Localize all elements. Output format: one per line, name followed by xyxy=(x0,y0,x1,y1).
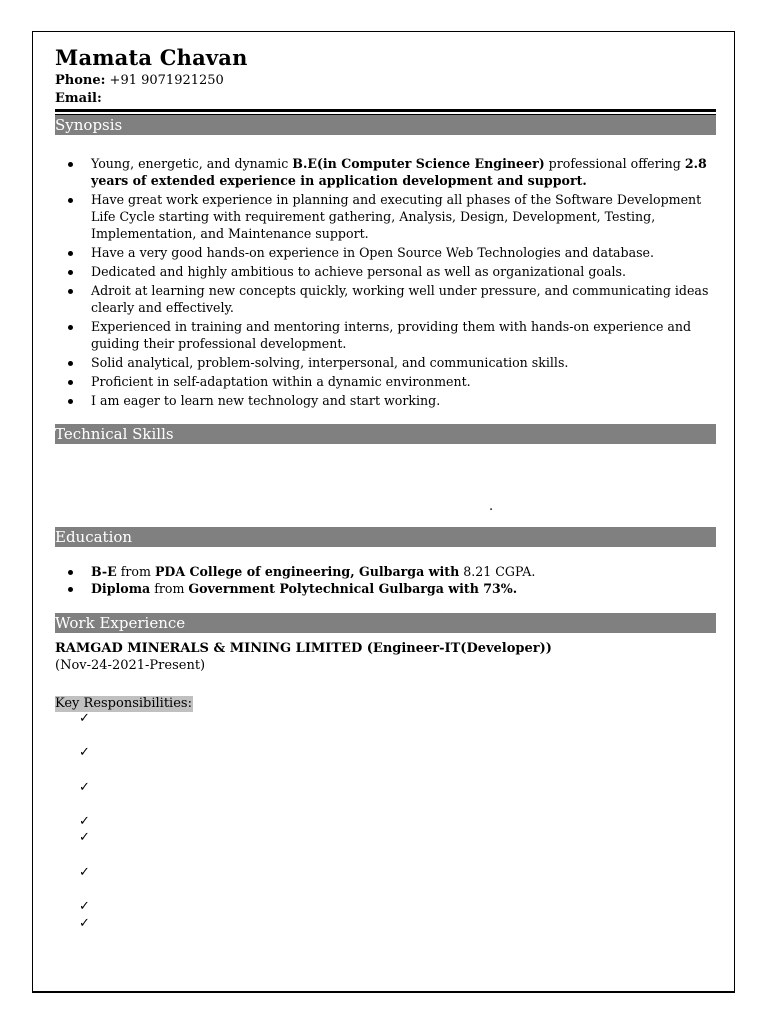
education-item-text: B-E xyxy=(91,564,117,579)
synopsis-item xyxy=(55,155,717,189)
education-item-text: PDA College of engineering, Gulbarga with xyxy=(154,564,460,579)
company-name: RAMGAD MINERALS & MINING LIMITED (Engineer-IT(Developer)) xyxy=(55,641,552,656)
bullet-icon xyxy=(68,570,73,575)
email-line xyxy=(55,90,717,108)
synopsis-item-text: 2.8 years of extended experience in application development and support. xyxy=(91,156,707,188)
synopsis-item-text: B.E(in Computer Science Engineer) xyxy=(292,156,545,171)
checkmark-icon: ✓ xyxy=(79,830,90,845)
resume-content xyxy=(55,44,717,712)
bullet-icon xyxy=(68,361,73,366)
technical-skills-stray-dot: . xyxy=(489,499,494,514)
education-item-text: from xyxy=(116,564,155,579)
education-item xyxy=(55,563,717,580)
synopsis-item xyxy=(55,354,717,371)
bullet-icon xyxy=(68,325,73,330)
header-rule-thick xyxy=(55,109,716,112)
education-list xyxy=(55,563,717,597)
synopsis-item-text: Young, energetic, and dynamic xyxy=(91,156,293,171)
key-responsibilities-label: Key Responsibilities: xyxy=(55,696,192,711)
bullet-icon xyxy=(68,270,73,275)
checkmark-icon: ✓ xyxy=(79,865,90,880)
synopsis-item-text: Experienced in training and mentoring interns, providing them with hands-on experience and guiding their professional development. xyxy=(91,319,692,351)
synopsis-item xyxy=(55,282,717,316)
section-header-education: Education xyxy=(55,527,716,547)
section-header-work-experience: Work Experience xyxy=(55,613,716,633)
phone-value: +91 9071921250 xyxy=(105,73,224,88)
education-item-text: Diploma xyxy=(91,581,151,596)
bullet-icon xyxy=(68,162,73,167)
synopsis-item xyxy=(55,191,717,242)
synopsis-item xyxy=(55,373,717,390)
email-label: Email: xyxy=(55,91,102,106)
synopsis-item-text: Proficient in self-adaptation within a dynamic environment. xyxy=(91,374,471,389)
bullet-icon xyxy=(68,289,73,294)
candidate-name: Mamata Chavan xyxy=(55,45,248,70)
checkmark-icon: ✓ xyxy=(79,814,90,829)
phone-line xyxy=(55,72,717,90)
synopsis-item-text: Solid analytical, problem-solving, interpersonal, and communication skills. xyxy=(91,355,569,370)
synopsis-item xyxy=(55,318,717,352)
checkmark-icon: ✓ xyxy=(79,916,90,931)
checkmark-icon: ✓ xyxy=(79,780,90,795)
education-item-text: from xyxy=(150,581,189,596)
employment-dates: (Nov-24-2021-Present) xyxy=(55,658,206,673)
synopsis-item-text: I am eager to learn new technology and start working. xyxy=(91,393,441,408)
synopsis-list xyxy=(55,155,717,409)
synopsis-item-text: Adroit at learning new concepts quickly, working well under pressure, and communicating ideas clearly and effectively. xyxy=(91,283,709,315)
synopsis-item xyxy=(55,392,717,409)
education-item-text: Government Polytechnical Gulbarga with 73%. xyxy=(188,581,518,596)
checkmark-icon: ✓ xyxy=(79,745,90,760)
synopsis-item-text: Have great work experience in planning and executing all phases of the Software Development Life Cycle starting with requirement gathering, Analysis, Design, Development, Testing, Implementation, and Maintenance support. xyxy=(91,192,702,241)
phone-label: Phone: xyxy=(55,73,106,88)
checkmark-icon: ✓ xyxy=(79,711,90,726)
bullet-icon xyxy=(68,587,73,592)
synopsis-item-text: Dedicated and highly ambitious to achieve personal as well as organizational goals. xyxy=(91,264,626,279)
synopsis-item xyxy=(55,263,717,280)
key-responsibilities-row xyxy=(55,692,717,712)
technical-skills-body xyxy=(55,444,717,527)
checkmark-icon: ✓ xyxy=(79,899,90,914)
section-header-technical-skills: Technical Skills xyxy=(55,424,716,444)
synopsis-item xyxy=(55,244,717,261)
bullet-icon xyxy=(68,399,73,404)
bullet-icon xyxy=(68,380,73,385)
synopsis-item-text: Have a very good hands-on experience in Open Source Web Technologies and database. xyxy=(91,245,655,260)
synopsis-item-text: professional offering xyxy=(544,156,685,171)
education-item-text: 8.21 CGPA. xyxy=(459,564,536,579)
bullet-icon xyxy=(68,198,73,203)
education-item xyxy=(55,580,717,597)
bullet-icon xyxy=(68,251,73,256)
section-header-synopsis: Synopsis xyxy=(55,115,716,135)
